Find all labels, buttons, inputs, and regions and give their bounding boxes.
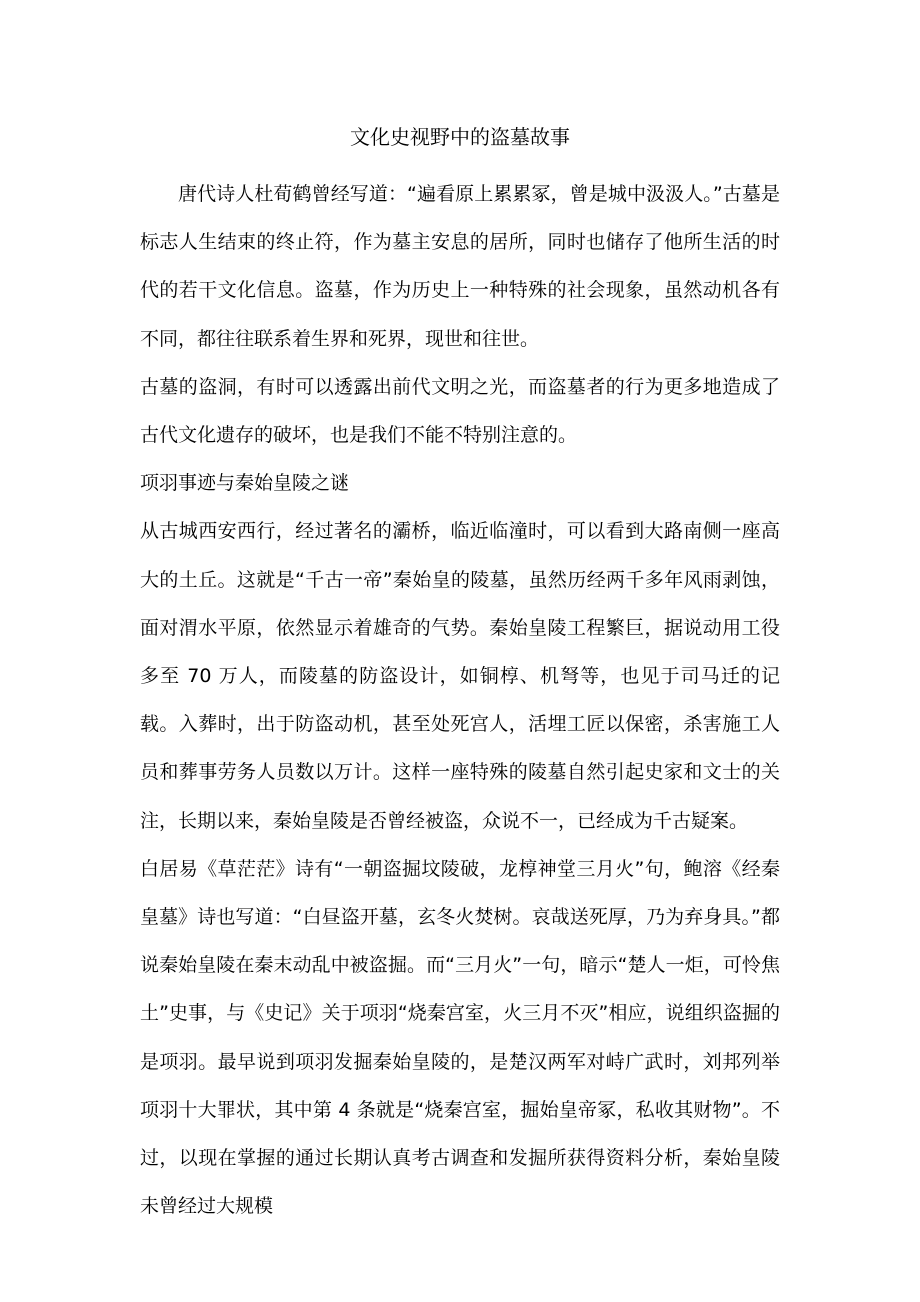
paragraph-intro: 唐代诗人杜荀鹤曾经写道：“遍看原上累累冢，曾是城中汲汲人。”古墓是标志人生结束的终止符，作为墓主安息的居所，同时也储存了他所生活的时代的若干文化信息。盗墓，作为历史上一种特殊的社会现象，虽然动机各有不同，都往往联系着生界和死界，现世和往世。: [140, 183, 780, 350]
paragraph-tomb-tunnels: 古墓的盗洞，有时可以透露出前代文明之光，而盗墓者的行为更多地造成了古代文化遗存的破坏，也是我们不能不特别注意的。: [140, 375, 780, 447]
paragraph-poems-xiang-yu: 白居易《草茫茫》诗有“一朝盗掘坟陵破，龙椁神堂三月火”句，鲍溶《经秦皇墓》诗也写道：“白昼盗开墓，玄冬火焚树。哀哉送死厚，乃为弃身具。”都说秦始皇陵在秦末动乱中被盗掘。而“三月火”一句，暗示“楚人一炬，可怜焦土”史事，与《史记》关于项羽“烧秦宫室，火三月不灭”相应，说组织盗掘的是项羽。最早说到项羽发掘秦始皇陵的，是楚汉两军对峙广武时，刘邦列举项羽十大罪状，其中第 4 条就是“烧秦宫室，掘始皇帝冢，私收其财物”。不过，以现在掌握的通过长期认真考古调查和发掘所获得资料分析，秦始皇陵未曾经过大规模: [140, 857, 780, 1218]
paragraph-qin-mausoleum: 从古城西安西行，经过著名的灞桥，临近临潼时，可以看到大路南侧一座高大的土丘。这就是“千古一帝”秦始皇的陵墓，虽然历经两千多年风雨剥蚀，面对渭水平原，依然显示着雄奇的气势。秦始皇陵工程繁巨，据说动用工役多至 70 万人，而陵墓的防盗设计，如铜椁、机弩等，也见于司马迁的记载。入葬时，出于防盗动机，甚至处死宫人，活埋工匠以保密，杀害施工人员和葬事劳务人员数以万计。这样一座特殊的陵墓自然引起史家和文士的关注，长期以来，秦始皇陵是否曾经被盗，众说不一，已经成为千古疑案。: [140, 520, 780, 832]
document-title: 文化史视野中的盗墓故事: [350, 125, 570, 149]
section-heading: 项羽事迹与秦始皇陵之谜: [140, 472, 350, 495]
document-body: [140, 170, 780, 1230]
